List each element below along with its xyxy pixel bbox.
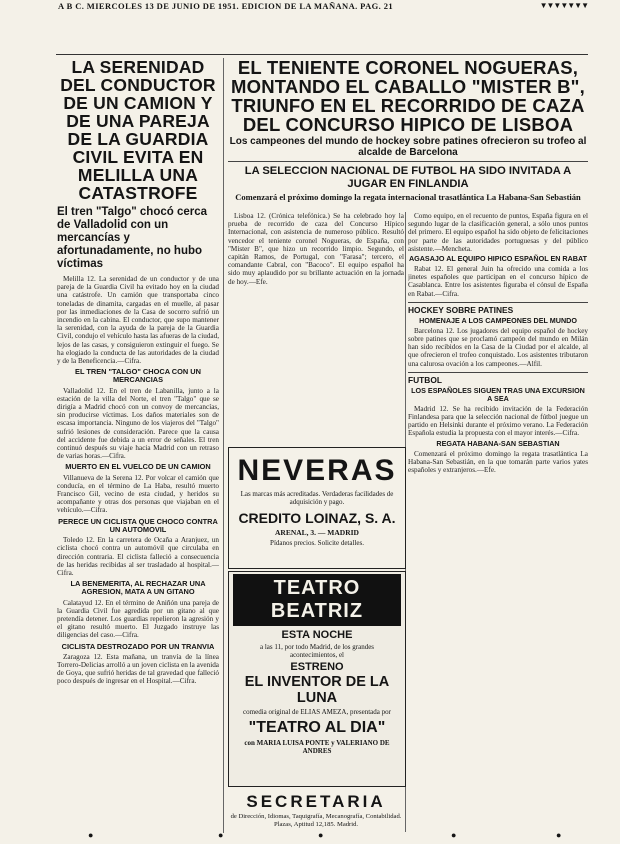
center-rule: [228, 161, 588, 162]
right-head-2: HOMENAJE A LOS CAMPEONES DEL MUNDO: [419, 315, 577, 325]
right-head-1: AGASAJO AL EQUIPO HIPICO ESPAÑOL EN RABAT: [408, 254, 588, 264]
beatriz-line-2: a las 11, por todo Madrid, de los grandes acontecimientos, el: [259, 643, 375, 659]
neveras-note: Pídanos precios. Solicite detalles.: [270, 539, 364, 547]
beatriz-line-1: ESTA NOCHE: [281, 629, 353, 641]
left-story-1: Melilla 12. La serenidad de un conductor y de una pareja de la Guardia Civil ha evitado hoy en la ciudad una catástrofe. Un camión que transportaba cinco toneladas de dinamita, cargadas en el muelle, al pasar por las inmediaciones de la Casa de socorro sufrió un incendio en la cabina. El conductor, que supo mantener la serenidad, con la ayuda de la pareja de la Guardia Civil, condujo el vehículo hasta las afueras de la ciudad, lejos de las casas, y consiguieron extinguir el fuego. Se ha elogiado la conducta de las autoridades de la ciudad y de la Beneficencia.—Cifra.: [57, 275, 219, 366]
section-futbol: FUTBOL: [408, 372, 588, 385]
footer-mark-2: ●: [218, 830, 224, 840]
ad-teatro-beatriz: [228, 571, 406, 787]
masthead-text: A B C. MIERCOLES 13 DE JUNIO DE 1951. EDICION DE LA MAÑANA. PAG. 21: [58, 1, 394, 11]
selection-deck: Comenzará el próximo domingo la regata internacional trasatlántica La Habana-San Sebastián: [235, 192, 581, 202]
footer-mark-5: ●: [556, 830, 562, 840]
beatriz-title: TEATRO BEATRIZ: [233, 574, 401, 626]
mid-story: Lisboa 12. (Crónica telefónica.) Se ha celebrado hoy la prueba de recorrido de caza del Concurso Hípico Internacional, con asistencia de numeroso público. Resultó vencedor el teniente coronel Nogueras, de España, con "Mister B", que hizo un recorrido limpio. Segundo, el capitán Ramos, de Portugal, con "Farasa"; tercero, el comandante Cabral, con "Bacoco". El equipo español ha sido muy aplaudido por su brillante actuación en la jornada de hoy.—Efe.: [228, 212, 404, 286]
footer-mark-3: ●: [318, 830, 324, 840]
neveras-company: CREDITO LOINAZ, S. A.: [238, 510, 396, 526]
right-story-3: Barcelona 12. Los jugadores del equipo español de hockey sobre patines que se proclamó campeón del mundo en Milán han sido recibidos en la Casa de la Ciudad por el alcalde, al que ofrecieron el trofeo conquistado. Los asistentes tributaron una calurosa ovación a los campeones.—Alfil.: [408, 326, 588, 368]
left-story-4: Toledo 12. En la carretera de Ocaña a Aranjuez, un ciclista chocó contra un automóvil que circulaba en dirección contraria. El ciclista falleció a consecuencia de las heridas recibidas al ser trasladado al hospital.—Cifra.: [57, 536, 219, 577]
main-deck: Los campeones del mundo de hockey sobre patines ofrecieron su trofeo al alcalde de Barcelona: [229, 136, 587, 158]
right-story-4: Madrid 12. Se ha recibido invitación de la Federación Finlandesa para que la selección nacional de fútbol juegue un partido en Helsinki durante el próximo verano. La Federación Española estudia la propuesta con el mayor interés.—Cifra.: [408, 404, 588, 438]
neveras-sub: Las marcas más acreditadas. Verdaderas facilidades de adquisición y pago.: [240, 490, 394, 506]
beatriz-line-4: EL INVENTOR DE LA LUNA: [244, 674, 390, 706]
main-headline: EL TENIENTE CORONEL NOGUERAS, MONTANDO EL CABALLO "MISTER B", TRIUNFO EN EL RECORRIDO DE CAZA DEL CONCURSO HIPICO DE LISBOA: [231, 57, 585, 135]
masthead-ornament: ▼▼▼▼▼▼▼: [539, 1, 588, 10]
footer-mark-1: ●: [88, 830, 94, 840]
beatriz-line-5: comedia original de ELIAS AMEZA, presentada por: [243, 708, 391, 716]
right-head-4: REGATA HABANA-SAN SEBASTIAN: [436, 438, 560, 448]
right-story-1: Como equipo, en el recuento de puntos, España figura en el segundo lugar de la clasificación general, a sólo unos puntos del primero. El equipo español ha sido objeto de felicitaciones por parte de las autoridades portuguesas y del público asistente.—Mencheta.: [408, 212, 588, 253]
beatriz-line-7: con MARIA LUISA PONTE y VALERIANO DE ANDRES: [244, 739, 390, 755]
footer-mark-4: ●: [451, 830, 457, 840]
left-head-5: LA BENEMERITA, AL RECHAZAR UNA AGRESION, MATA A UN GITANO: [70, 579, 206, 597]
left-story-3: Villanueva de la Serena 12. Por volcar el camión que conducía, en el término de La Haba, resultó muerto Francisco Gil, vecino de esta ciudad, y heridos su acompañante y otras dos personas que viajaban en el vehículo.—Cifra.: [57, 473, 219, 515]
secretaria-text: de Dirección, Idiomas, Taquigrafía, Mecanografía, Contabilidad. Plazas, Aptitud 12,185. Madrid.: [230, 813, 402, 828]
ad-neveras: [228, 447, 406, 569]
footer: [56, 828, 588, 842]
left-subhead: El tren "Talgo" chocó cerca de Valladolid con un mercancías y afortunadamente, no hubo víctimas: [57, 206, 208, 270]
left-column: [57, 58, 219, 828]
right-story-2: Rabat 12. El general Juin ha ofrecido una comida a los jinetes españoles que participan en el concurso hípico de Casablanca. Entre los asistentes figuraba el cónsul de España en Rabat.—Cifra.: [408, 265, 588, 298]
neveras-title: NEVERAS: [237, 454, 397, 487]
secretaria-title: SECRETARIA: [246, 792, 386, 811]
left-story-2: Valladolid 12. En el tren de Labanilla, junto a la estación de la villa del Norte, el tren "Talgo" que se dirigía a Madrid chocó con un convoy de mercancías, sin producirse víctimas. Los daños materiales son de escasa importancia. Ninguno de los viajeros del "Talgo" sufrió lesiones de consideración. Parece que la causa del accidente fue debida a un error de señales. El tren continuó después su viaje hacia Madrid con un retraso de varias horas.—Cifra.: [57, 386, 219, 461]
beatriz-line-3: ESTRENO: [290, 661, 344, 673]
left-headline: LA SERENIDAD DEL CONDUCTOR DE UN CAMION Y DE UNA PAREJA DE LA GUARDIA CIVIL EVITA EN MELILLA UNA CATASTROFE: [60, 58, 216, 203]
selection-headline: LA SELECCION NACIONAL DE FUTBOL HA SIDO INVITADA A JUGAR EN FINLANDIA: [244, 165, 572, 190]
right-story-5: Comenzará el próximo domingo la regata trasatlántica La Habana-San Sebastián, en la que tomarán parte varios yates españoles y extranjeros.—Efe.: [408, 449, 588, 475]
left-story-5: Calatayud 12. En el término de Aniñón una pareja de la Guardia Civil fue agredida por un gitano al que pretendía detener. Los guardias repelieron la agresión y el gitano resultó muerto. El Juzgado instruye las diligencias del caso.—Cifra.: [57, 598, 219, 640]
left-story-6: Zaragoza 12. Esta mañana, un tranvía de la línea Torrero-Delicias arrolló a un joven ciclista en la avenida de Goya, que sufrió heridas de tal gravedad que falleció poco después de ingresar en el Hospital.—Cifra.: [57, 652, 219, 686]
center-head-area: [228, 58, 588, 234]
left-head-3: MUERTO EN EL VUELCO DE UN CAMION: [65, 462, 211, 472]
right-column: [408, 212, 588, 832]
middle-column: [228, 212, 404, 384]
top-rule: [56, 54, 588, 55]
masthead: [58, 1, 588, 13]
left-head-2: EL TREN "TALGO" CHOCA CON UN MERCANCIAS: [75, 367, 201, 385]
right-head-3: LOS ESPAÑOLES SIGUEN TRAS UNA EXCURSION A SEA: [411, 385, 585, 403]
beatriz-line-6: "TEATRO AL DIA": [248, 719, 386, 736]
neveras-address: ARENAL, 3. — MADRID: [275, 528, 359, 537]
left-head-4: PERECE UN CICLISTA QUE CHOCO CONTRA UN AUTOMOVIL: [58, 516, 218, 534]
left-head-6: CICLISTA DESTROZADO POR UN TRANVIA: [61, 641, 215, 651]
section-hockey: HOCKEY SOBRE PATINES: [408, 302, 588, 315]
column-divider-1: [223, 58, 224, 833]
